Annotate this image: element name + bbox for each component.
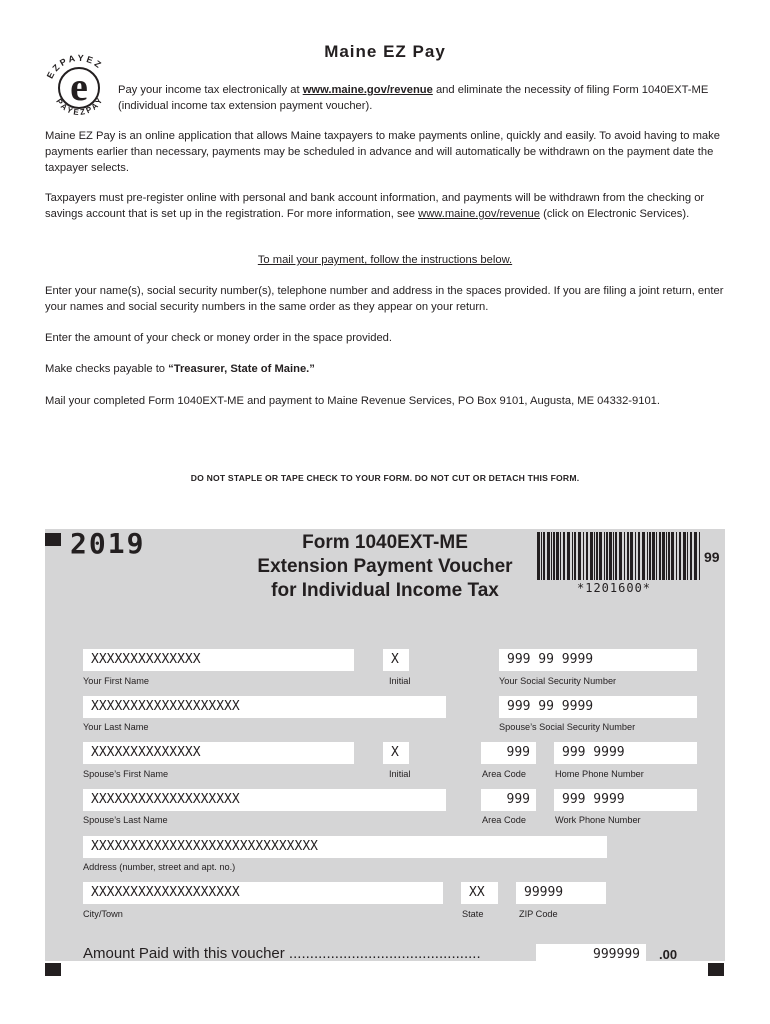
mailing-instructions: Mail your completed Form 1040EXT-ME and payment to Maine Revenue Services, PO Box 9101, Augusta, ME 04332-9101. (45, 395, 661, 407)
spouse-first-name-field[interactable]: XXXXXXXXXXXXXX (83, 742, 354, 764)
initial-label: Initial (389, 676, 411, 686)
spouse-initial-field[interactable]: X (383, 742, 409, 764)
barcode-bar (556, 532, 559, 580)
barcode-bar (652, 532, 655, 580)
barcode-bar (647, 532, 648, 580)
svg-text:E Z P A Y E Z: E Z P A Y E Z (44, 52, 103, 81)
mail-instructions-heading: To mail your payment, follow the instructions below. (257, 254, 513, 266)
barcode-bar (619, 532, 622, 580)
ezpay-description: Maine EZ Pay is an online application that allows Maine taxpayers to make payments online, quickly and easily. To avoid having to make payments earlier than necessary, payments may be scheduled in advance and will automatically be withdrawn on the payment date the taxpayer selects. (45, 130, 720, 174)
barcode-bar (649, 532, 651, 580)
barcode-bar (574, 532, 576, 580)
barcode-bar (551, 532, 552, 580)
maine-revenue-link[interactable]: www.maine.gov/revenue (302, 84, 433, 96)
tax-year: 2019 (70, 527, 146, 560)
barcode-bar (676, 532, 677, 580)
spouse-first-name-label: Spouse’s First Name (83, 769, 169, 779)
spouse-last-name-label: Spouse’s Last Name (83, 815, 168, 825)
barcode-bar (662, 532, 665, 580)
home-area-code-field[interactable]: 999 (481, 742, 536, 764)
barcode-bar (594, 532, 595, 580)
barcode-bar (596, 532, 598, 580)
work-phone-field[interactable]: 999 9999 (554, 789, 697, 811)
barcode-bar (642, 532, 645, 580)
form-code: 99 (704, 549, 720, 565)
state-label: State (462, 909, 484, 919)
barcode-bar (586, 532, 588, 580)
registration-mark (45, 963, 61, 976)
barcode-bar (666, 532, 667, 580)
intro-paragraph (118, 82, 725, 114)
barcode-number: *1201600* (577, 581, 652, 595)
barcode-bar (537, 532, 540, 580)
staple-warning: DO NOT STAPLE OR TAPE CHECK TO YOUR FORM. DO NOT CUT OR DETACH THIS FORM. (190, 473, 580, 483)
barcode-bar (659, 532, 661, 580)
zip-label: ZIP Code (519, 909, 558, 919)
payable-instructions (45, 361, 725, 377)
first-name-label: Your First Name (83, 676, 150, 686)
state-field[interactable]: XX (461, 882, 498, 904)
barcode-bar (613, 532, 614, 580)
barcode-bar (668, 532, 670, 580)
barcode-bar (630, 532, 633, 580)
barcode-bar (599, 532, 602, 580)
barcode-bar (624, 532, 625, 580)
barcode-bar (572, 532, 573, 580)
last-name-field[interactable]: XXXXXXXXXXXXXXXXXXX (83, 696, 446, 718)
work-phone-label: Work Phone Number (555, 815, 641, 825)
ssn-field[interactable]: 999 99 9999 (499, 649, 697, 671)
maine-revenue-link-2[interactable]: www.maine.gov/revenue (418, 208, 540, 220)
city-field[interactable]: XXXXXXXXXXXXXXXXXXX (83, 882, 443, 904)
first-name-field[interactable]: XXXXXXXXXXXXXX (83, 649, 354, 671)
form-title-line3: for Individual Income Tax (271, 580, 499, 601)
barcode-bar (563, 532, 565, 580)
barcode-bar (553, 532, 555, 580)
registration-mark (708, 963, 724, 976)
barcode-bar (679, 532, 681, 580)
amount-instructions: Enter the amount of your check or money order in the space provided. (45, 332, 393, 344)
barcode-bar (699, 532, 700, 580)
preregister-paragraph (45, 190, 725, 222)
payable-text: Make checks payable to (45, 363, 169, 375)
barcode-bar (656, 532, 657, 580)
preregister-text: Taxpayers must pre-register online with personal and bank account information, and payments will be withdrawn from the checking or savings account that is set up in the registration. For more information, see (45, 192, 705, 220)
barcode-bar (635, 532, 636, 580)
address-label: Address (number, street and apt. no.) (83, 862, 236, 872)
barcode-bar (590, 532, 593, 580)
barcode-bar (543, 532, 545, 580)
barcode-bar (560, 532, 561, 580)
barcode-bar (609, 532, 612, 580)
registration-mark (45, 533, 61, 546)
svg-text:P A Y E Z P A Y: P A Y E Z P A Y (54, 96, 105, 117)
spouse-last-name-field[interactable]: XXXXXXXXXXXXXXXXXXX (83, 789, 446, 811)
initial-field[interactable]: X (383, 649, 409, 671)
home-phone-field[interactable]: 999 9999 (554, 742, 697, 764)
barcode-bar (567, 532, 570, 580)
spouse-ssn-field[interactable]: 999 99 9999 (499, 696, 697, 718)
barcode-bar (690, 532, 692, 580)
barcode-bar (604, 532, 605, 580)
zip-field[interactable]: 99999 (516, 882, 606, 904)
barcode-bar (627, 532, 629, 580)
payee-name: “Treasurer, State of Maine.” (168, 363, 315, 375)
form-title-line1: Form 1040EXT-ME (302, 532, 468, 553)
city-label: City/Town (83, 909, 123, 919)
barcode-bar (683, 532, 686, 580)
barcode-bar (638, 532, 640, 580)
spouse-initial-label: Initial (389, 769, 411, 779)
barcode-bar (694, 532, 697, 580)
amount-paid-label: Amount Paid with this voucher .............................................. (83, 945, 481, 962)
spouse-ssn-label: Spouse’s Social Security Number (499, 722, 636, 732)
page-title: Maine EZ Pay (324, 42, 446, 61)
intro-text: Pay your income tax electronically at (118, 84, 303, 96)
amount-cents: .00 (659, 947, 678, 962)
barcode-bar (671, 532, 674, 580)
barcode-bar (583, 532, 584, 580)
barcode-bar (615, 532, 617, 580)
form-title-line2: Extension Payment Voucher (257, 556, 513, 577)
intro-text-end: and eliminate the necessity of filing Form 1040EXT-ME (individual income tax extension payment voucher). (118, 84, 709, 112)
barcode-bar (687, 532, 688, 580)
svg-text:e: e (70, 64, 88, 109)
preregister-text-end: (click on Electronic Services). (540, 208, 690, 220)
barcode-bar (541, 532, 542, 580)
ssn-label: Your Social Security Number (499, 676, 617, 686)
barcode-bar (606, 532, 608, 580)
address-field[interactable]: XXXXXXXXXXXXXXXXXXXXXXXXXXXXX (83, 836, 607, 858)
last-name-label: Your Last Name (83, 722, 149, 732)
work-area-code-field[interactable]: 999 (481, 789, 536, 811)
work-area-code-label: Area Code (482, 815, 526, 825)
home-area-code-label: Area Code (482, 769, 526, 779)
barcode-bar (578, 532, 581, 580)
home-phone-label: Home Phone Number (555, 769, 644, 779)
barcode-bar (547, 532, 550, 580)
barcode (537, 532, 702, 580)
amount-field[interactable]: 999999 (536, 944, 646, 966)
names-instructions: Enter your name(s), social security number(s), telephone number and address in the spaces provided. If you are filing a joint return, enter your names and social security numbers in the same order as they appear on your return. (45, 285, 724, 313)
